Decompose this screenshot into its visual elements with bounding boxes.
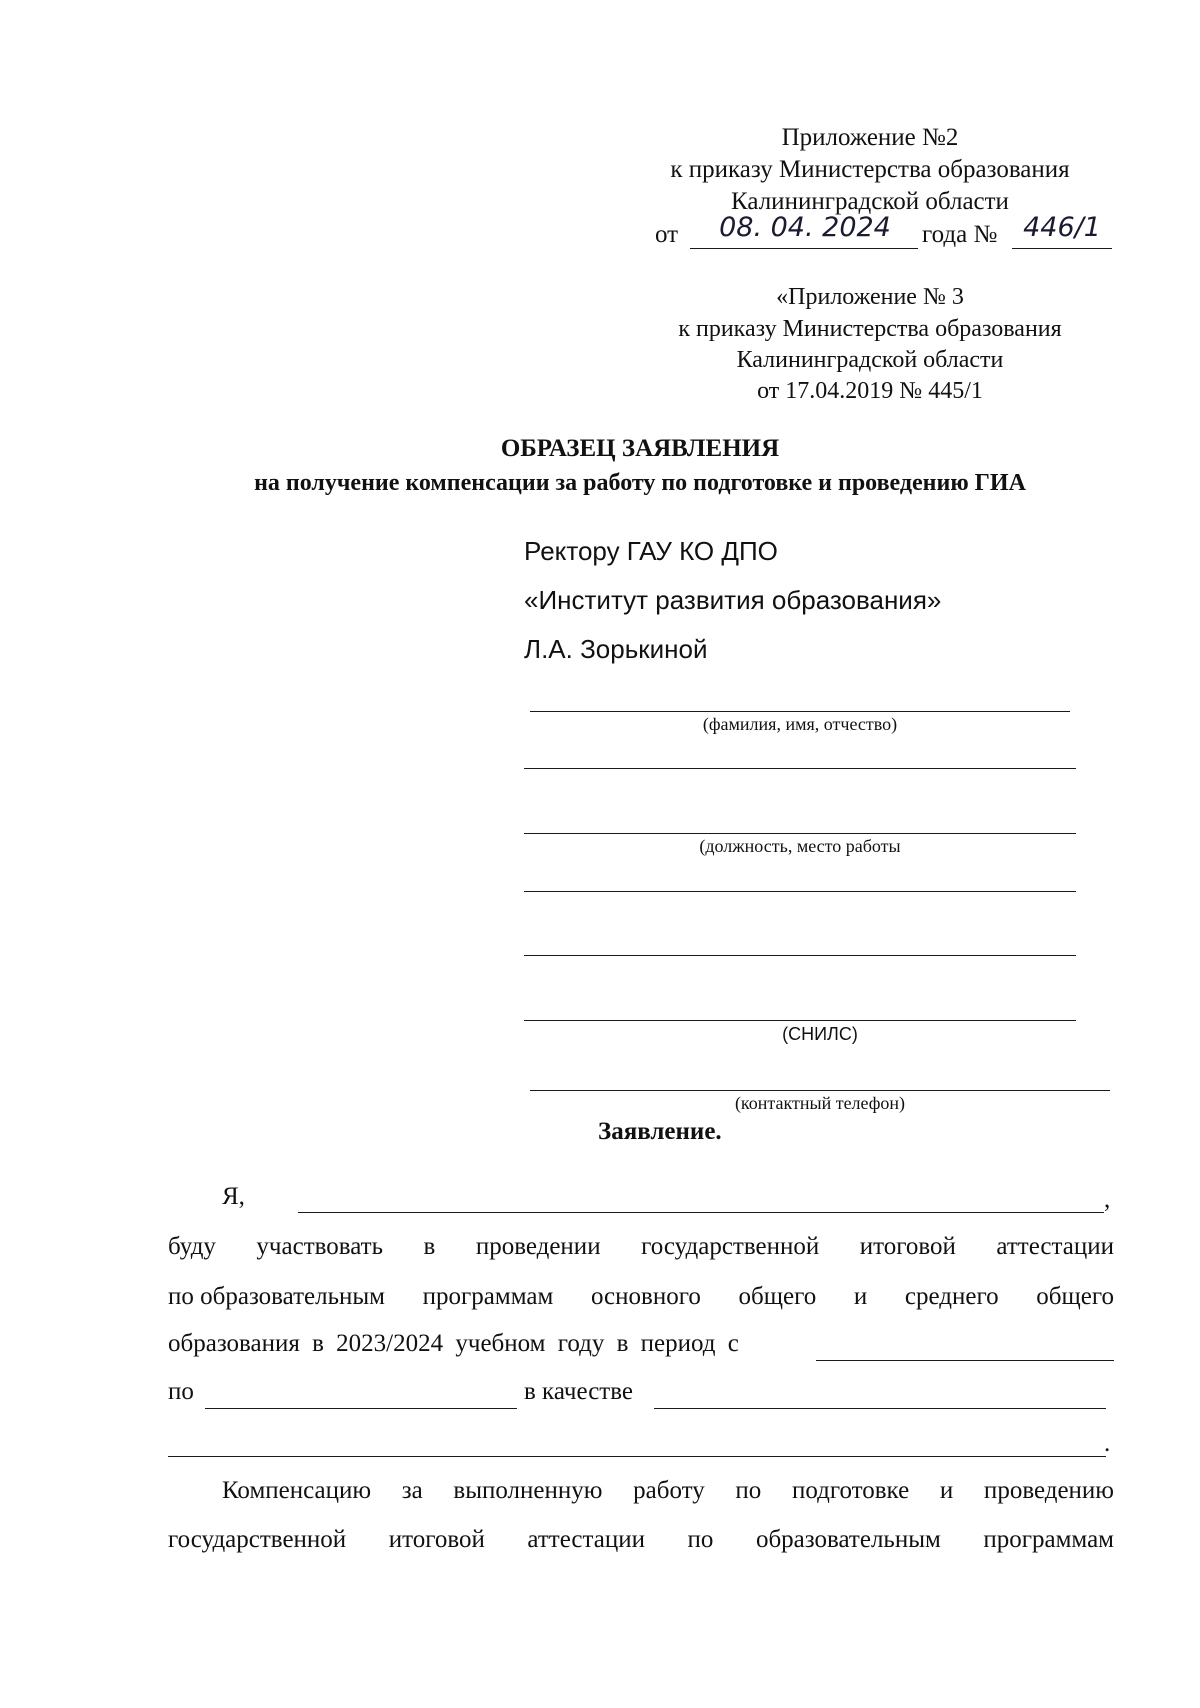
position-field-line-3[interactable]	[524, 955, 1076, 956]
name-field-line[interactable]	[530, 711, 1070, 712]
addressee-line-3: Л.А. Зорькиной	[524, 634, 708, 664]
position-field-caption: (должность, место работы	[699, 836, 901, 856]
date-underline	[690, 248, 918, 249]
body-word: государственной	[641, 1233, 820, 1260]
appendix-2-title: Приложение №2	[781, 124, 959, 151]
body-word: в	[423, 1233, 436, 1260]
statement-title: Заявление.	[598, 1118, 722, 1145]
addressee-line-2: «Институт развития образования»	[524, 585, 942, 615]
appendix-2-line-2: Калининградской области	[731, 188, 1009, 215]
appendix-2-date-prefix: от	[655, 221, 679, 248]
appendix-3-line-3: от 17.04.2019 № 445/1	[757, 378, 983, 404]
appendix-3-line-1: к приказу Министерства образования	[678, 316, 1062, 342]
sample-heading: ОБРАЗЕЦ ЗАЯВЛЕНИЯ	[500, 435, 780, 462]
appendix-2-line-1: к приказу Министерства образования	[670, 156, 1070, 183]
body-word: итоговой	[859, 1233, 956, 1260]
body-word: среднего	[904, 1283, 999, 1310]
snils-field-caption: (СНИЛС)	[782, 1024, 858, 1044]
period-start-line[interactable]	[816, 1360, 1114, 1361]
handwritten-number: 446/1	[1023, 212, 1101, 243]
sample-subheading: на получение компенсации за работу по подготовке и проведению ГИА	[254, 470, 1026, 496]
body-word: участвовать	[256, 1233, 383, 1260]
statement-pronoun: Я,	[222, 1183, 245, 1210]
phone-field-line[interactable]	[530, 1090, 1110, 1091]
appendix-2-number-label: года №	[922, 221, 998, 248]
name-field-line-2[interactable]	[524, 768, 1076, 769]
appendix-3-line-2: Калининградской области	[736, 347, 1004, 373]
appendix-3-title: «Приложение № 3	[776, 284, 964, 310]
body-row-4-as: в качестве	[524, 1378, 633, 1405]
position-field-line-2[interactable]	[524, 891, 1076, 892]
snils-field-line[interactable]	[524, 1020, 1076, 1021]
body-row-3-text: образования в 2023/2024 учебном году в период с	[168, 1330, 739, 1357]
comma-mark: ,	[1104, 1186, 1111, 1213]
body-row-1	[168, 1233, 1114, 1261]
role-line-2[interactable]	[168, 1456, 1106, 1457]
body-row-4-by: по	[168, 1378, 194, 1405]
body-word: по образовательным	[168, 1283, 385, 1310]
body-row-2	[168, 1283, 1114, 1311]
name-field-caption: (фамилия, имя, отчество)	[702, 714, 898, 734]
body-word: и	[853, 1283, 868, 1310]
position-field-line[interactable]	[524, 833, 1076, 834]
body-row-6: Компенсацию за выполненную работу по подготовке и проведению	[222, 1477, 1114, 1504]
period-end-line[interactable]	[205, 1408, 517, 1409]
period-mark: .	[1104, 1430, 1111, 1457]
number-underline	[1012, 248, 1112, 249]
body-word: основного	[590, 1283, 701, 1310]
body-word: общего	[738, 1283, 817, 1310]
addressee-line-1: Ректору ГАУ КО ДПО	[524, 536, 778, 566]
body-word: общего	[1036, 1283, 1114, 1310]
body-row-7: государственной итоговой аттестации по образовательным программам	[168, 1526, 1114, 1553]
applicant-name-line[interactable]	[298, 1212, 1104, 1213]
body-word: программам	[422, 1283, 554, 1310]
phone-field-caption: (контактный телефон)	[734, 1093, 906, 1113]
role-line[interactable]	[654, 1408, 1106, 1409]
body-word: буду	[168, 1233, 216, 1260]
handwritten-date: 08. 04. 2024	[719, 212, 891, 243]
body-word: аттестации	[996, 1233, 1114, 1260]
body-word: проведении	[475, 1233, 601, 1260]
